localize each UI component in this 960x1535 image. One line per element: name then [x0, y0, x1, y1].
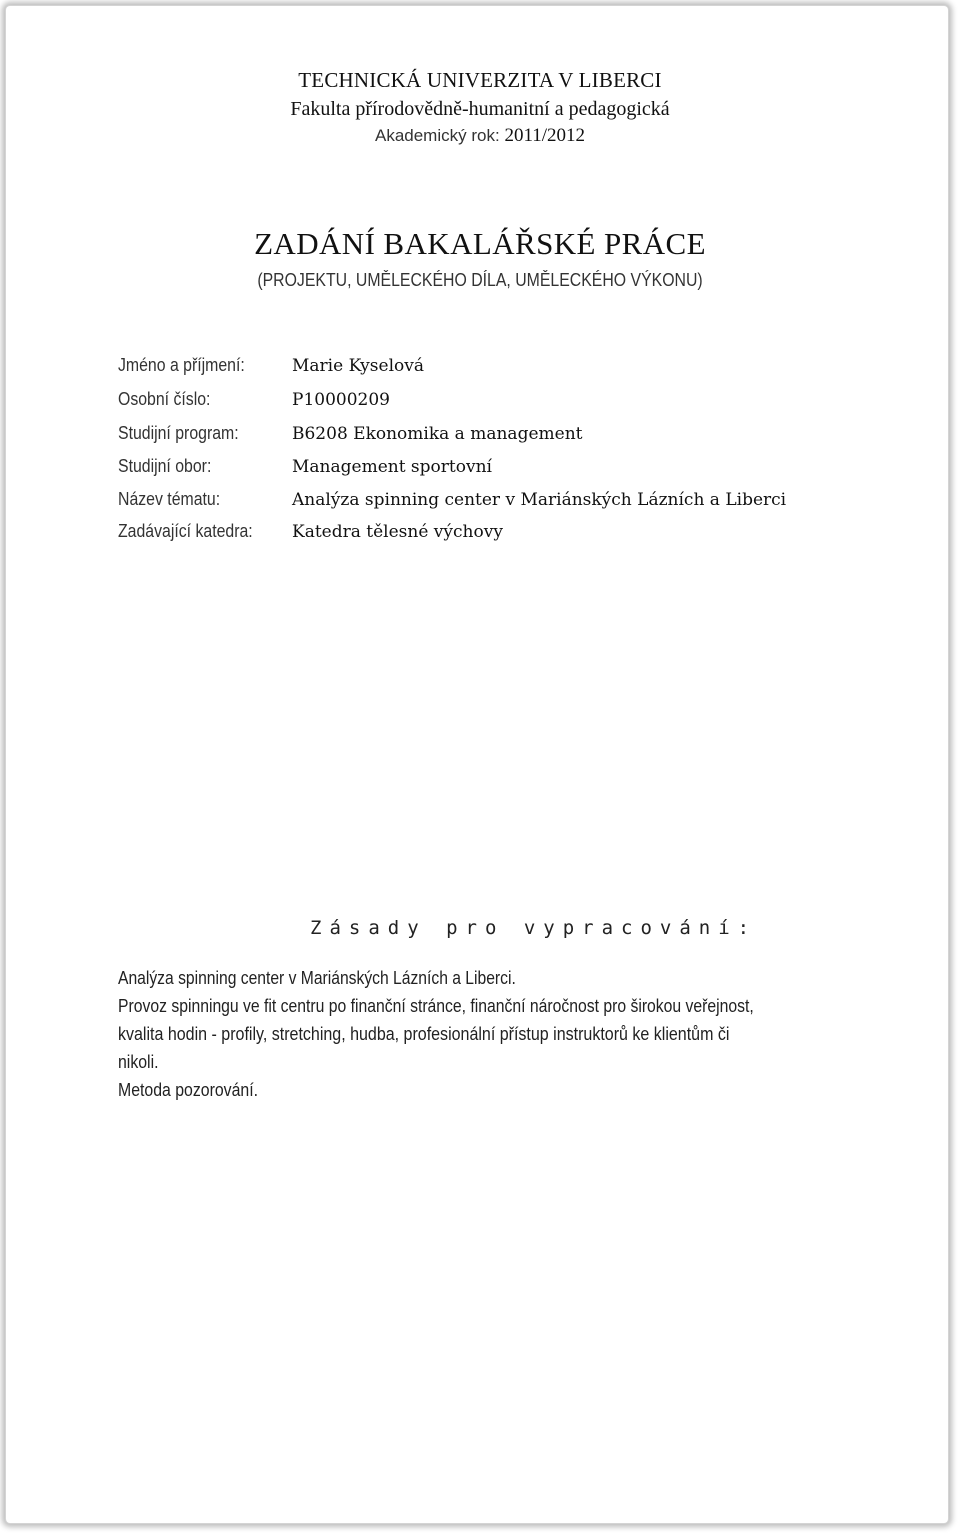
principles-line: nikoli.	[118, 1052, 159, 1072]
university-name: TECHNICKÁ UNIVERZITA V LIBERCI	[298, 68, 662, 92]
academic-year-label: Akademický rok:	[374, 126, 500, 145]
academic-year-value: 2011/2012	[504, 125, 586, 146]
field-value-study-program: B6208 Ekonomika a management	[292, 424, 583, 444]
academic-year	[0, 125, 960, 147]
document-title: ZADÁNÍ BAKALÁŘSKÉ PRÁCE	[254, 226, 706, 261]
faculty-name: Fakulta přírodovědně-humanitní a pedagogická	[290, 98, 670, 120]
field-label-study-program: Studijní program:	[118, 423, 239, 443]
principles-heading: Zásady pro vypracování:	[310, 917, 758, 939]
field-value-name: Marie Kyselová	[292, 356, 424, 376]
field-value-department: Katedra tělesné výchovy	[292, 522, 503, 542]
field-label-topic: Název tématu:	[118, 489, 221, 509]
principles-line: kvalita hodin - profily, stretching, hudba, profesionální přístup instruktorů ke klientům či	[118, 1024, 730, 1044]
field-value-topic: Analýza spinning center v Mariánských Lázních a Liberci	[292, 490, 787, 510]
field-value-personal-number: P10000209	[292, 390, 390, 410]
field-label-name: Jméno a příjmení:	[118, 355, 245, 375]
field-label-department: Zadávající katedra:	[118, 521, 253, 541]
field-value-study-field: Management sportovní	[292, 457, 492, 477]
principles-body	[118, 964, 868, 1104]
principles-line: Analýza spinning center v Mariánských Lázních a Liberci.	[118, 968, 516, 988]
field-label-study-field: Studijní obor:	[118, 456, 212, 476]
field-label-personal-number: Osobní číslo:	[118, 389, 211, 409]
document-subtitle: (PROJEKTU, UMĚLECKÉHO DÍLA, UMĚLECKÉHO VÝKONU)	[257, 270, 703, 290]
principles-line: Provoz spinningu ve fit centru po finanční stránce, finanční náročnost pro širokou veřejnost,	[118, 996, 754, 1016]
principles-line: Metoda pozorování.	[118, 1080, 259, 1100]
